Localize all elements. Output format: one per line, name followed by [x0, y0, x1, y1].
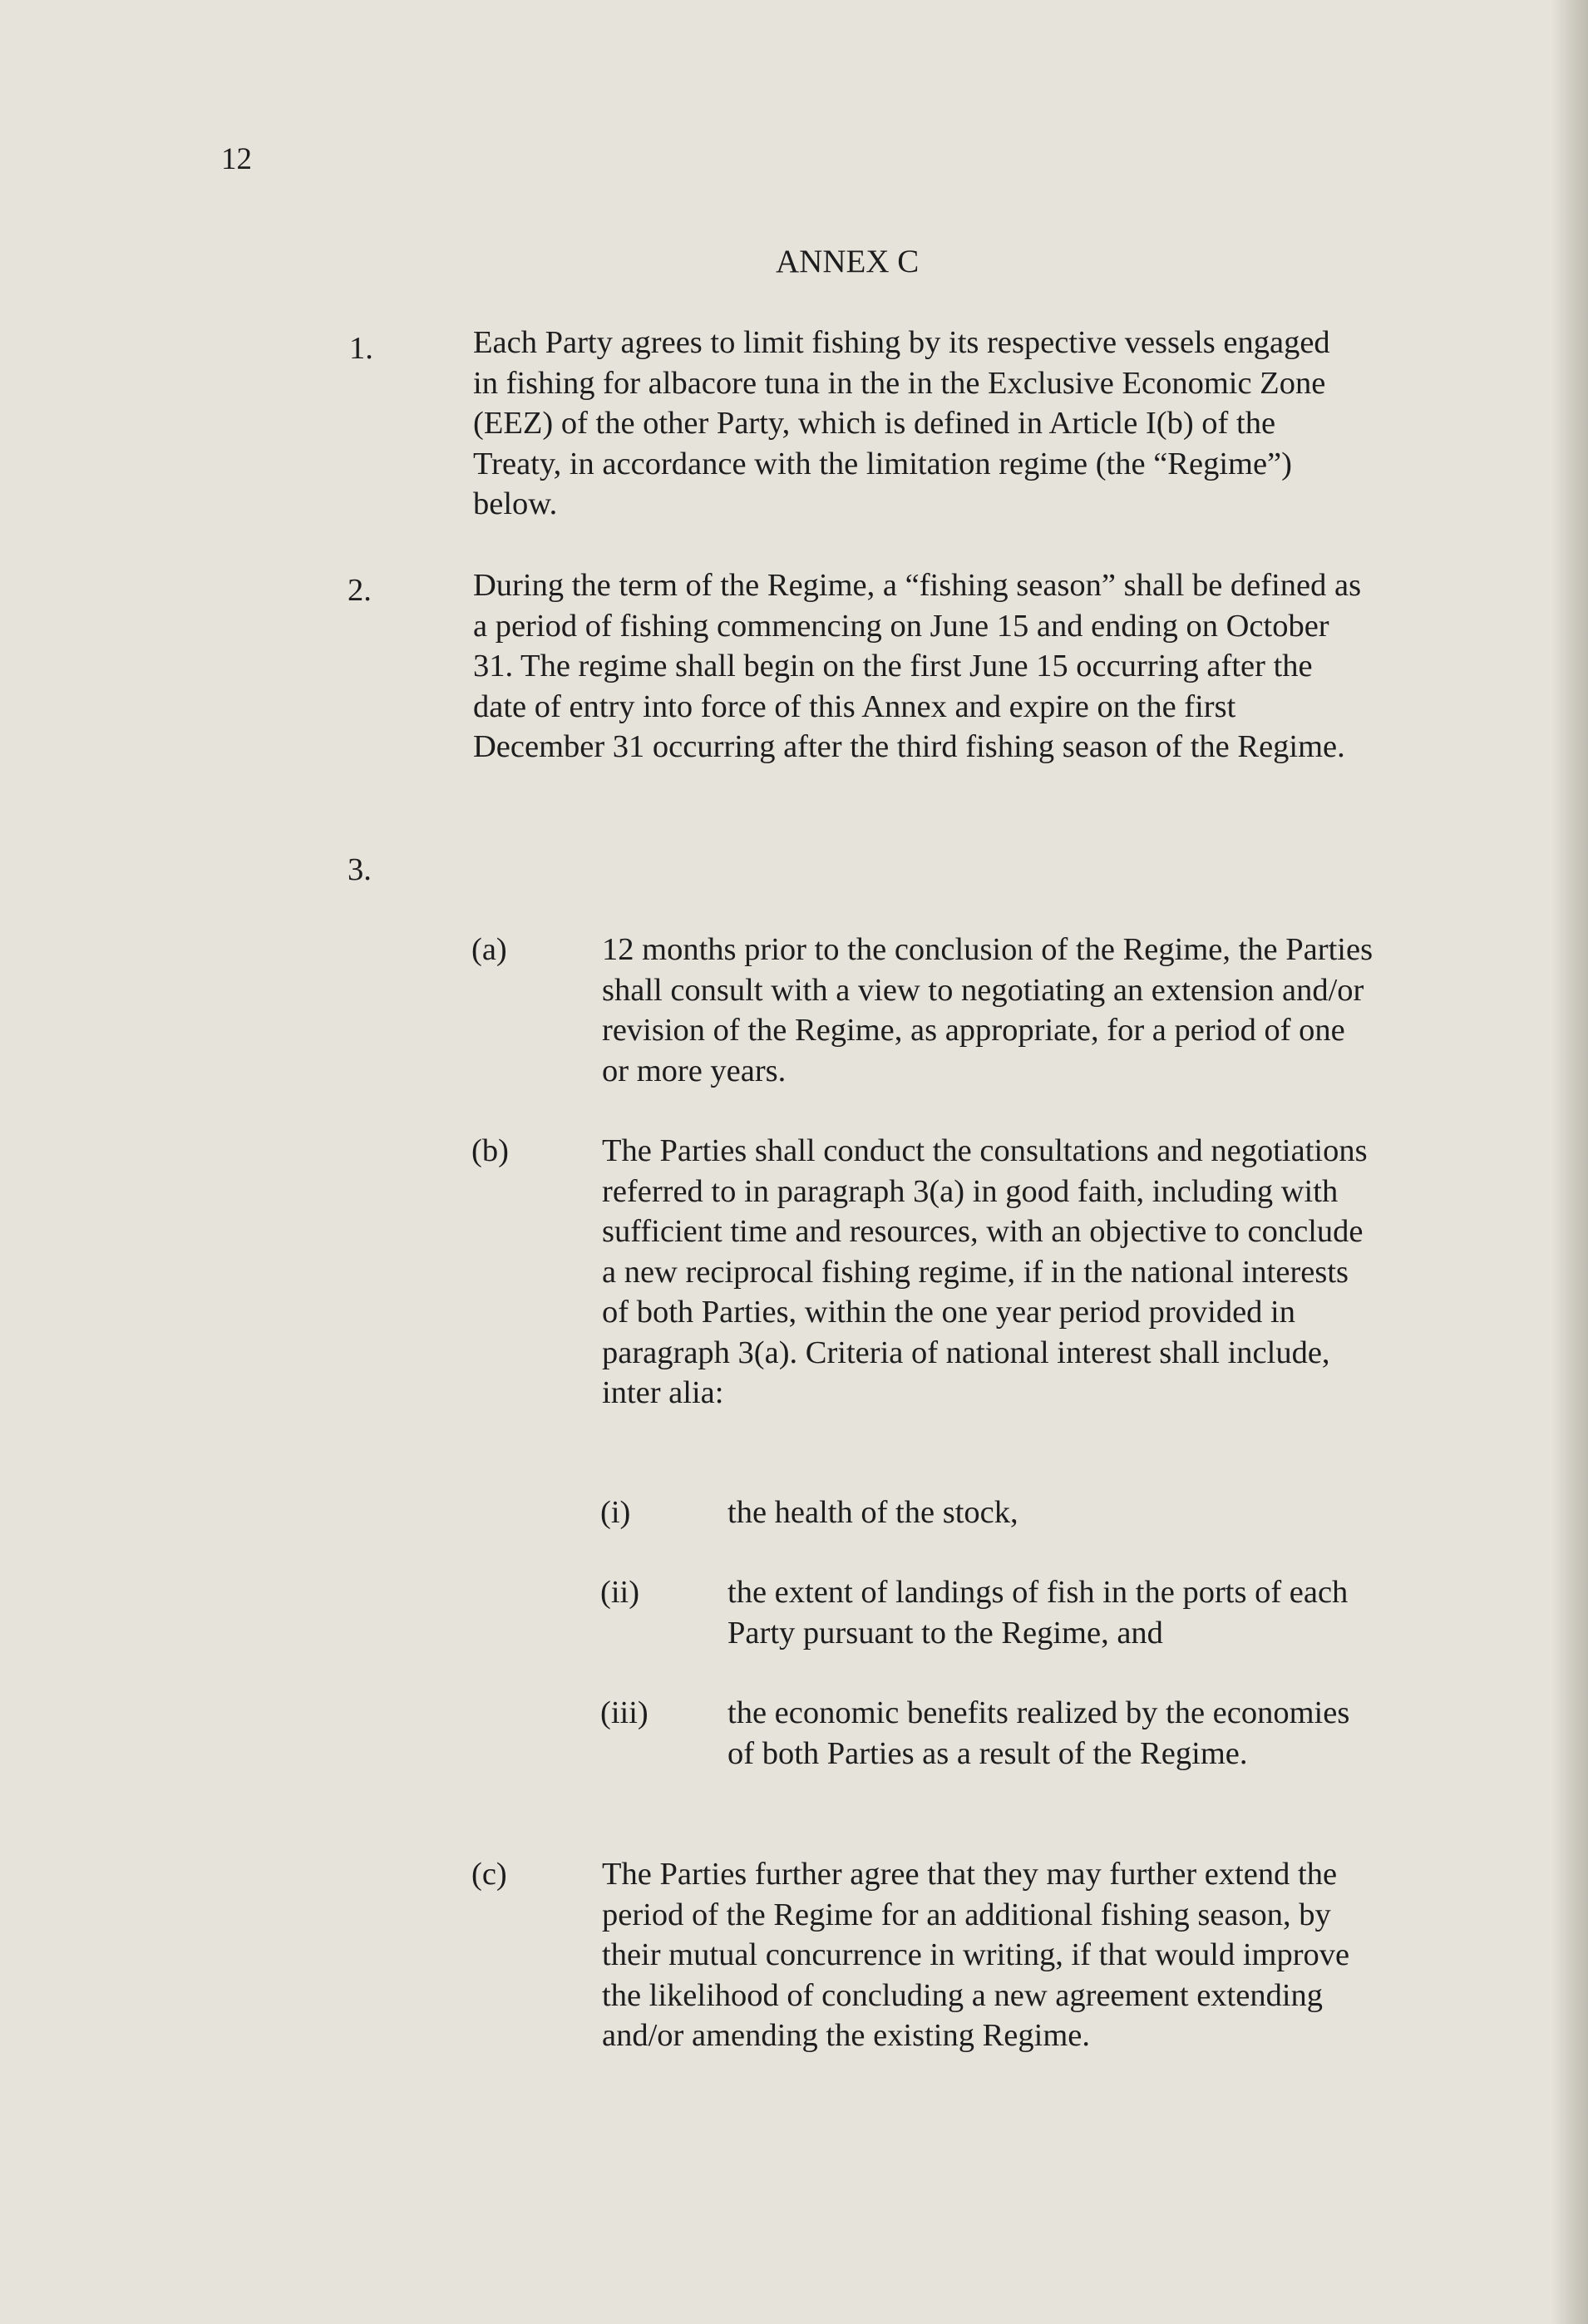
subparagraph-label: (b): [471, 1133, 509, 1168]
list-item-label: (ii): [600, 1575, 640, 1610]
paragraph-text: Each Party agrees to limit fishing by its respective vessels engaged in fishing for albacore tuna in the in the Exclusive Economic Zone (EEZ) of the other Party, which is defined in Article I(b) of the Treaty, in accordance with the limitation regime (the “Regime”) below.: [473, 325, 1330, 521]
annex-title: ANNEX C: [776, 244, 920, 279]
paragraph-number: 3.: [348, 852, 372, 887]
page-number: 12: [221, 142, 252, 176]
list-item-label: (iii): [600, 1695, 649, 1730]
list-item-text: the economic benefits realized by the economies of both Parties as a result of the Regime.: [727, 1695, 1350, 1771]
subparagraph-text: 12 months prior to the conclusion of the Regime, the Parties shall consult with a view to negotiating an extension and/or revision of the Regime, as appropriate, for a period of one or more years.: [602, 932, 1373, 1088]
paragraph-number: 1.: [349, 331, 373, 366]
subparagraph-text: The Parties shall conduct the consultations and negotiations referred to in paragraph 3(a) in good faith, including with sufficient time and resources, with an objective to conclude a new reciprocal fishing regime, if in the national interests of both Parties, within the one year period provided in paragraph 3(a). Criteria of national interest shall include, inter alia:: [602, 1133, 1368, 1410]
page-edge-shadow: [1551, 0, 1588, 2324]
paragraph-number: 2.: [348, 573, 372, 608]
subparagraph-label: (c): [471, 1857, 507, 1892]
subparagraph-text: The Parties further agree that they may further extend the period of the Regime for an additional fishing season, by their mutual concurrence in writing, if that would improve the likelihood of concluding a new agreement extending and/or amending the existing Regime.: [602, 1857, 1350, 2053]
list-item-label: (i): [600, 1495, 631, 1530]
subparagraph-label: (a): [471, 932, 507, 967]
list-item-text: the health of the stock,: [727, 1495, 1018, 1530]
paragraph-text: During the term of the Regime, a “fishing season” shall be defined as a period of fishing commencing on June 15 and ending on October 31. The regime shall begin on the first June 15 occurring after the date of entry into force of this Annex and expire on the first December 31 occurring after the third fishing season of the Regime.: [473, 568, 1362, 764]
list-item-text: the extent of landings of fish in the ports of each Party pursuant to the Regime, and: [727, 1575, 1349, 1650]
